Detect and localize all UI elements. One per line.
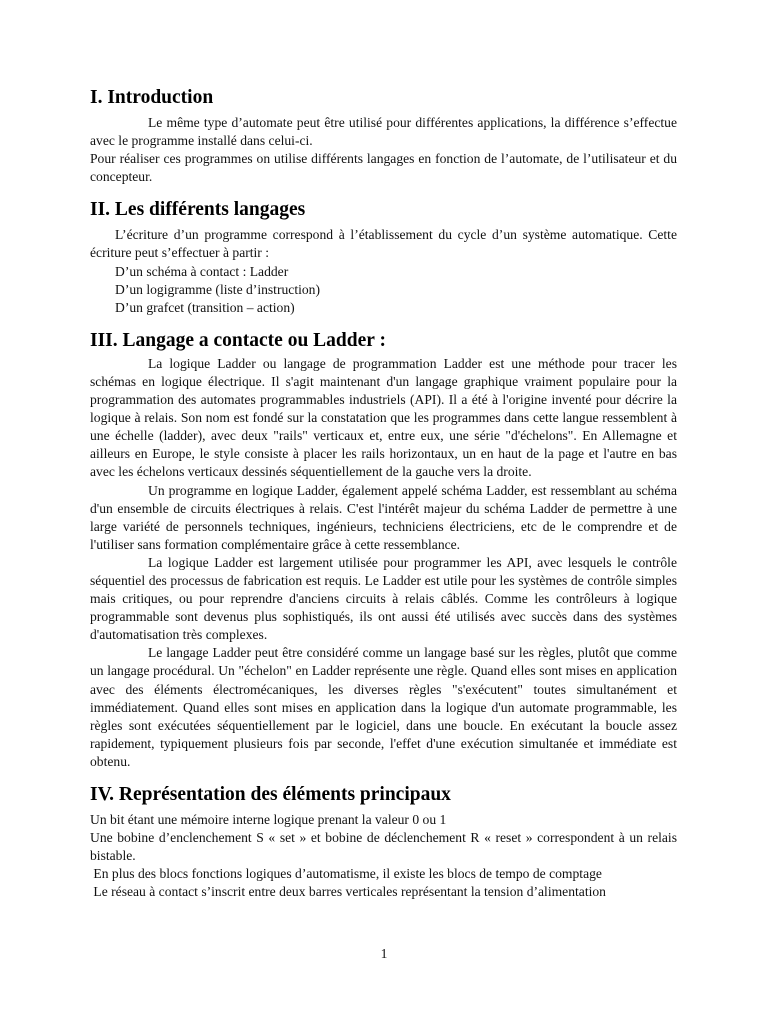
section-title: II. Les différents langages xyxy=(90,199,306,221)
section-introduction xyxy=(90,86,677,186)
list-item: D’un schéma à contact : Ladder xyxy=(115,263,289,279)
section-langages xyxy=(90,198,677,316)
section-title: III. Langage a contacte ou Ladder : xyxy=(90,329,386,351)
paragraph: L’écriture d’un programme correspond à l’établissement du cycle d’un système automatique. Cette écriture peut s’effectuer à partir : xyxy=(90,227,677,261)
section-title: IV. Représentation des éléments principaux xyxy=(90,784,451,805)
paragraph: Le même type d’automate peut être utilisé pour différentes applications, la différence s’effectue avec le programme installé dans celui-ci. xyxy=(90,115,677,149)
paragraph: Une bobine d’enclenchement S « set » et bobine de déclenchement R « reset » correspondent à un relais bistable. xyxy=(90,830,677,864)
paragraph: La logique Ladder ou langage de programmation Ladder est une méthode pour tracer les schémas en logique électrique. Il s'agit maintenant d'un langage graphique vraiment populaire pour la programmation des automates programmables industriels (API). Il a été à l'origine inventé pour décrire la logique à relais. Son nom est fondé sur la constatation que les programmes dans cette langue ressemblent à une échelle (ladder), avec deux "rails" verticaux et, entre eux, une série "d'échelons". En Allemagne et ailleurs en Europe, le style consiste à placer les rails horizontaux, un en haut de la page et l'autre en bas avec les échelons verticaux dessinés séquentiellement de la gauche vers la droite. xyxy=(90,355,677,480)
list-item: D’un logigramme (liste d’instruction) xyxy=(115,281,320,297)
section-title: I. Introduction xyxy=(90,87,214,108)
page-number: 1 xyxy=(380,946,388,961)
paragraph: Un bit étant une mémoire interne logique prenant la valeur 0 ou 1 xyxy=(90,812,447,827)
section-representation xyxy=(90,783,677,901)
paragraph: Le langage Ladder peut être considéré comme un langage basé sur les règles, plutôt que comme un langage procédural. Un "échelon" en Ladder représente une règle. Quand elles sont mises en application avec des éléments électromécaniques, les diverses règles "s'exécutent" toutes simultanément et immédiatement. Quand elles sont mises en application dans la logique d'un automate programmable, les règles sont exécutées séquentiellement par le logiciel, dans une boucle. En exécutant la boucle assez rapidement, typiquement plusieurs fois par seconde, l'effet d'une exécution simultanée et immédiate est obtenu. xyxy=(90,645,677,769)
document-page xyxy=(90,86,677,901)
paragraph: Le réseau à contact s’inscrit entre deux barres verticales représentant la tension d’alimentation xyxy=(90,884,606,900)
section-ladder xyxy=(90,329,677,771)
paragraph: En plus des blocs fonctions logiques d’automatisme, il existe les blocs de tempo de comptage xyxy=(90,866,602,882)
paragraph: La logique Ladder est largement utilisée pour programmer les API, avec lesquels le contrôle séquentiel des processus de fabrication est requis. Le Ladder est utile pour les systèmes de contrôle simples mais critiques, ou pour reprendre d'anciens circuits à relais câblés. Comme les contrôleurs à logique programmable sont devenus plus sophistiqués, ils ont aussi été utilisés avec succès dans des systèmes d'automatisation très complexes. xyxy=(90,554,677,643)
list-item: D’un grafcet (transition – action) xyxy=(115,299,295,315)
paragraph: Un programme en logique Ladder, également appelé schéma Ladder, est ressemblant au schéma d'un ensemble de circuits électriques à relais. C'est l'intérêt majeur du schéma Ladder de permettre à une large variété de personnels techniques, ingénieurs, techniciens électriciens, etc de le comprendre et de l'utiliser sans formation complémentaire grâce à cette ressemblance. xyxy=(90,482,677,552)
paragraph: Pour réaliser ces programmes on utilise différents langages en fonction de l’automate, de l’utilisateur et du concepteur. xyxy=(90,151,677,185)
